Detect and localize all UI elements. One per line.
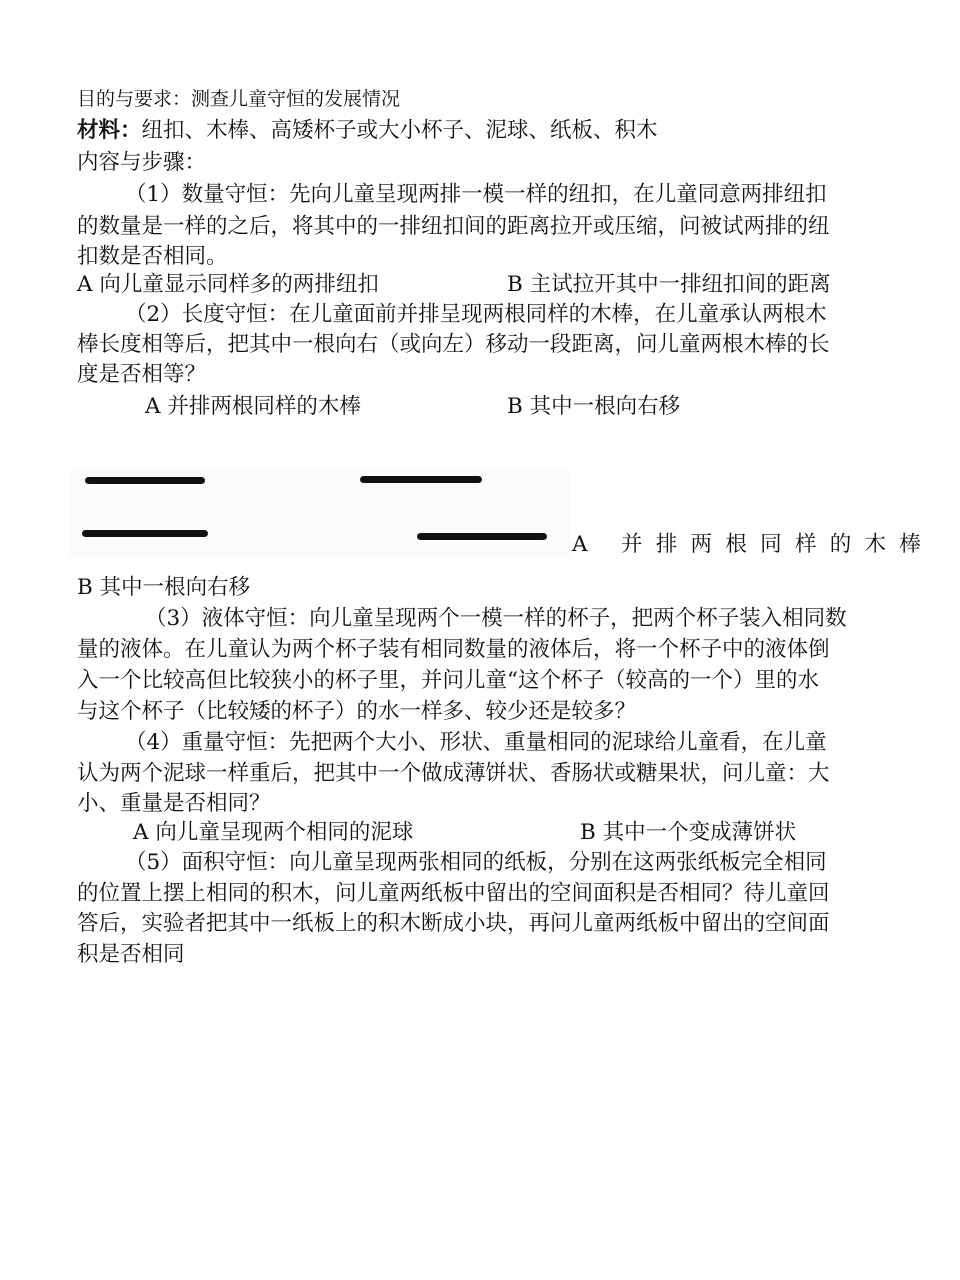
stick-b-top <box>360 476 482 483</box>
section5-line-3: 答后，实验者把其中一纸板上的积木断成小块，再问儿童两纸板中留出的空间面 <box>77 911 830 936</box>
section1-line-3: 扣数是否相同。 <box>77 244 228 269</box>
section2-caption-a: A 并排两根同样的木棒 <box>145 394 361 419</box>
section1-caption-a: A 向儿童显示同样多的两排纽扣 <box>77 272 379 297</box>
section1-line-1: （1）数量守恒：先向儿童呈现两排一模一样的纽扣，在儿童同意两排纽扣 <box>125 182 827 207</box>
stick-b-shifted <box>417 533 547 540</box>
section5-line-2: 的位置上摆上相同的积木，问儿童两纸板中留出的空间面积是否相同？待儿童回 <box>77 881 830 906</box>
section4-caption-a: A 向儿童呈现两个相同的泥球 <box>133 820 414 845</box>
procedure-heading: 内容与步骤： <box>77 150 207 175</box>
figure-caption-b: B 其中一根向右移 <box>77 575 251 600</box>
section3-line-4: 与这个杯子（比较矮的杯子）的水一样多、较少还是较多？ <box>77 699 637 724</box>
section1-line-2: 的数量是一样的之后，将其中的一排纽扣间的距离拉开或压缩，问被试两排的纽 <box>77 214 830 239</box>
materials-line <box>77 116 658 146</box>
figure-caption-a: A 并排两根同样的木棒 <box>572 532 935 557</box>
section2-line-2: 棒长度相等后，把其中一根向右（或向左）移动一段距离，问儿童两根木棒的长 <box>77 332 830 357</box>
section2-line-3: 度是否相等？ <box>77 362 207 387</box>
section2-line-1: （2）长度守恒：在儿童面前并排呈现两根同样的木棒，在儿童承认两根木 <box>125 302 827 327</box>
section5-line-1: （5）面积守恒：向儿童呈现两张相同的纸板，分别在这两张纸板完全相同 <box>125 850 827 875</box>
section4-line-1: （4）重量守恒：先把两个大小、形状、重量相同的泥球给儿童看，在儿童 <box>125 730 827 755</box>
section3-line-3: 入一个比较高但比较狭小的杯子里，并问儿童“这个杯子（较高的一个）里的水 <box>77 668 819 693</box>
stick-a-bottom <box>82 530 208 537</box>
section4-line-2: 认为两个泥球一样重后，把其中一个做成薄饼状、香肠状或糖果状，问儿童：大 <box>77 761 830 786</box>
section3-line-2: 量的液体。在儿童认为两个杯子装有相同数量的液体后，将一个杯子中的液体倒 <box>77 637 830 662</box>
materials-label: 材料： <box>77 118 142 143</box>
section4-line-3: 小、重量是否相同？ <box>77 791 271 816</box>
section3-line-1: （3）液体守恒：向儿童呈现两个一模一样的杯子，把两个杯子装入相同数 <box>145 606 847 631</box>
section5-line-4: 积是否相同 <box>77 942 185 967</box>
section2-caption-b: B 其中一根向右移 <box>507 394 681 419</box>
materials-text: 纽扣、木棒、高矮杯子或大小杯子、泥球、纸板、积木 <box>141 118 658 143</box>
section1-caption-b: B 主试拉开其中一排纽扣间的距离 <box>507 272 831 297</box>
purpose-line: 目的与要求：测查儿童守恒的发展情况 <box>77 88 401 110</box>
section4-caption-b: B 其中一个变成薄饼状 <box>580 820 797 845</box>
stick-a-top <box>85 477 205 484</box>
